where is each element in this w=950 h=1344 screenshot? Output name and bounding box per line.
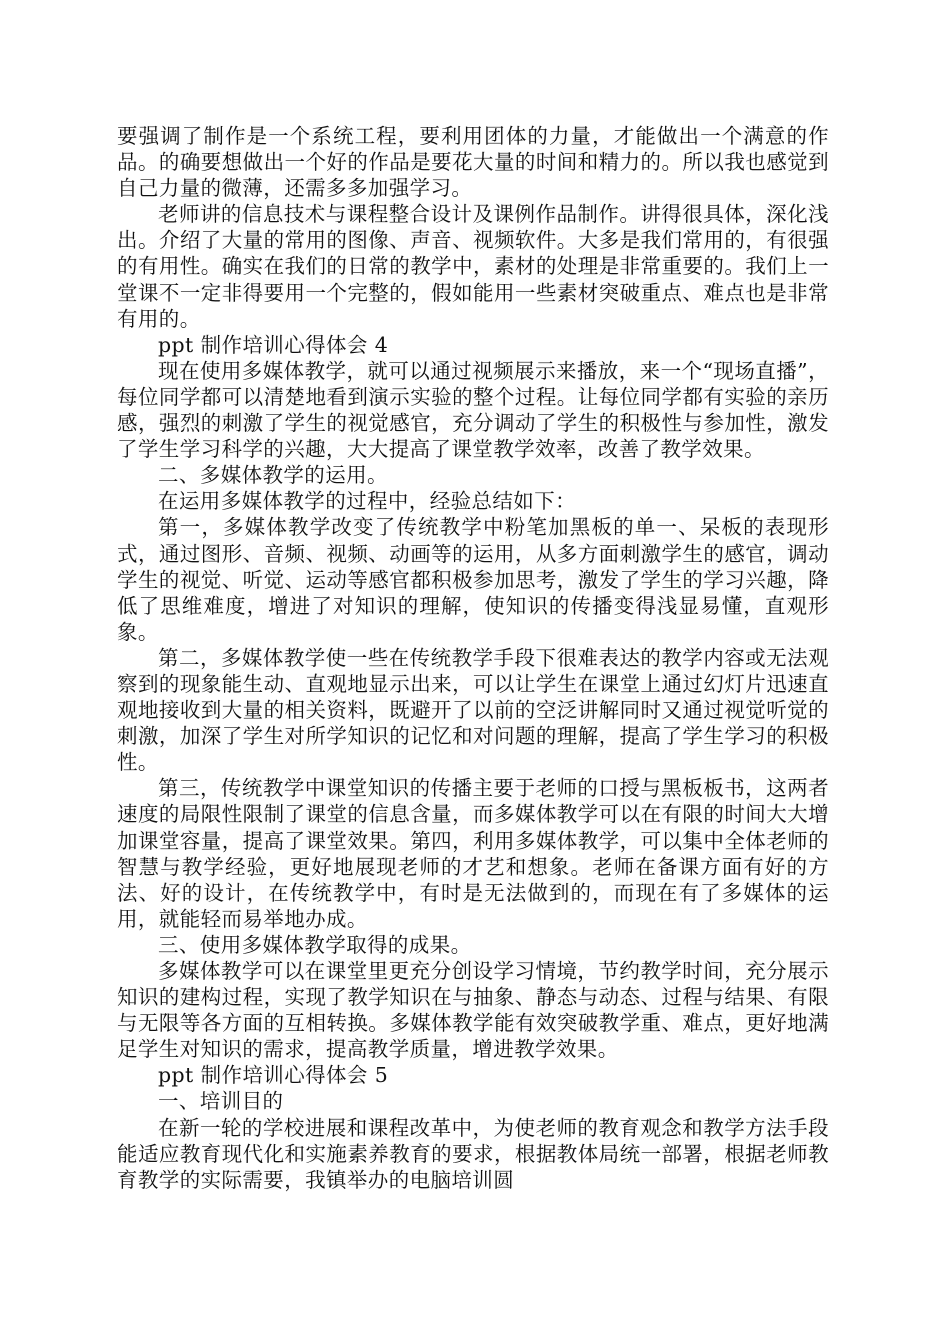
heading-results: 三、使用多媒体教学取得的成果。 [158, 932, 472, 957]
paragraph-results: 多媒体教学可以在课堂里更充分创设学习情境，节约教学时间，充分展示知识的建构过程，实现了教学知识在与抽象、静态与动态、过程与结果、有限与无限等各方面的互相转换。多媒体教学能有效突破教学重、难点，更好地满足学生对知识的需求，提高教学质量，增进教学效果。 [117, 959, 829, 1062]
paragraph-second-point: 第二，多媒体教学使一些在传统教学手段下很难表达的教学内容或无法观察到的现象能生动、直观地显示出来，可以让学生在课堂上通过幻灯片迅速直观地接收到大量的相关资料，既避开了以前的空泛讲解同时又通过视觉听觉的刺激，加深了学生对所学知识的记忆和对问题的理解，提高了学生学习的积极性。 [117, 645, 829, 775]
paragraph-first-point: 第一，多媒体教学改变了传统教学中粉笔加黑板的单一、呆板的表现形式，通过图形、音频、视频、动画等的运用，从多方面刺激学生的感官，调动学生的视觉、听觉、运动等感官都积极参加思考，激发了学生的学习兴趣，降低了思维难度，增进了对知识的理解，使知识的传播变得浅显易懂，直观形象。 [117, 515, 829, 644]
section-title-4: ppt 制作培训心得体会 4 [158, 332, 389, 357]
paragraph-teacher-lecture: 老师讲的信息技术与课程整合设计及课例作品制作。讲得很具体，深化浅出。介绍了大量的常用的图像、声音、视频软件。大多是我们常用的，有很强的有用性。确实在我们的日常的教学中，素材的处理是非常重要的。我们上一堂课不一定非得要用一个完整的，假如能用一些素材突破重点、难点也是非常有用的。 [117, 202, 829, 331]
paragraph-continuation: 要强调了制作是一个系统工程，要利用团体的力量，才能做出一个满意的作品。的确要想做出一个好的作品是要花大量的时间和精力的。所以我也感觉到自己力量的微薄，还需多多加强学习。 [117, 124, 829, 201]
heading-multimedia-use: 二、多媒体教学的运用。 [158, 463, 388, 488]
paragraph-experience-intro: 在运用多媒体教学的过程中，经验总结如下： [158, 489, 576, 514]
paragraph-training-purpose: 在新一轮的学校进展和课程改革中，为使老师的教育观念和教学方法手段能适应教育现代化和实施素养教育的要求，根据教体局统一部署，根据老师教育教学的实际需要，我镇举办的电脑培训圆 [117, 1115, 829, 1192]
paragraph-multimedia-video: 现在使用多媒体教学，就可以通过视频展示来播放，来一个“现场直播”，每位同学都可以清楚地看到演示实验的整个过程。让每位同学都有实验的亲历感，强烈的刺激了学生的视觉感官，充分调动了学生的积极性与参加性，激发了学生学习科学的兴趣，大大提高了课堂教学效率，改善了教学效果。 [117, 358, 829, 462]
document-body [117, 123, 829, 1193]
section-title-5: ppt 制作培训心得体会 5 [158, 1063, 389, 1088]
paragraph-third-fourth-point: 第三，传统教学中课堂知识的传播主要于老师的口授与黑板板书，这两者速度的局限性限制了课堂的信息含量，而多媒体教学可以在有限的时间大大增加课堂容量，提高了课堂效果。第四，利用多媒体教学，可以集中全体老师的智慧与教学经验，更好地展现老师的才艺和想象。老师在备课方面有好的方法、好的设计，在传统教学中，有时是无法做到的，而现在有了多媒体的运用，就能轻而易举地办成。 [117, 776, 829, 931]
heading-training-purpose: 一、培训目的 [158, 1089, 284, 1114]
